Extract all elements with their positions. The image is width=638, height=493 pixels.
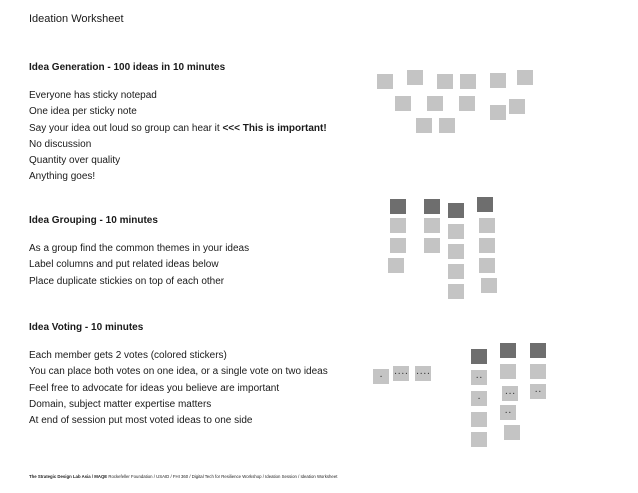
column-label-sticky <box>390 199 406 214</box>
voted-sticky <box>471 370 487 385</box>
section-idea-grouping <box>29 215 359 290</box>
vote-dots: • <box>379 374 383 379</box>
sticky-note <box>509 99 525 114</box>
instruction-line: You can place both votes on one idea, or a single vote on two ideas <box>29 366 328 378</box>
instruction-line <box>29 121 359 137</box>
footer-org: The Strategic Design Lab Asia / MAQE <box>29 474 108 479</box>
footer-text: Rockefeller Foundation / USAID / FHI 360 / Digital Tech for Resilience Workshop / Ideation Session / Ideation Worksheet <box>108 474 338 479</box>
sticky-note <box>500 364 516 379</box>
instruction-line: Quantity over quality <box>29 155 121 167</box>
sticky-note <box>460 74 476 89</box>
sticky-note <box>479 258 495 273</box>
column-label-sticky <box>530 343 546 358</box>
voted-sticky <box>471 391 487 406</box>
section-idea-generation <box>29 62 359 186</box>
page-title: Ideation Worksheet <box>29 13 124 25</box>
sticky-note <box>439 118 455 133</box>
vote-dots: • • <box>535 389 541 394</box>
section-title: Idea Generation - 100 ideas in 10 minutes <box>29 62 226 73</box>
voted-sticky <box>502 386 518 401</box>
column-label-sticky <box>448 203 464 218</box>
instruction-line: Domain, subject matter expertise matters <box>29 398 212 410</box>
voted-sticky <box>415 366 431 381</box>
instruction-line: One idea per sticky note <box>29 106 137 118</box>
instruction-line: Place duplicate stickies on top of each other <box>29 275 225 287</box>
sticky-note <box>448 264 464 279</box>
sticky-note <box>424 238 440 253</box>
sticky-note <box>479 238 495 253</box>
column-label-sticky <box>477 197 493 212</box>
sticky-note <box>459 96 475 111</box>
section-idea-voting <box>29 322 359 429</box>
sticky-note <box>490 73 506 88</box>
sticky-note <box>517 70 533 85</box>
sticky-note <box>395 96 411 111</box>
section-title: Idea Voting - 10 minutes <box>29 322 144 333</box>
vote-dots: • • <box>505 410 511 415</box>
sticky-note <box>427 96 443 111</box>
voted-sticky <box>393 366 409 381</box>
voted-sticky <box>500 405 516 420</box>
section-title: Idea Grouping - 10 minutes <box>29 215 158 226</box>
sticky-note <box>471 412 487 427</box>
column-label-sticky <box>424 199 440 214</box>
vote-dots: • <box>477 396 481 401</box>
sticky-note <box>448 224 464 239</box>
footer-credits <box>29 474 337 479</box>
vote-dots: • • • <box>505 391 515 396</box>
instruction-line: Everyone has sticky notepad <box>29 90 157 101</box>
sticky-note <box>530 364 546 379</box>
instruction-text: Say your idea out loud so group can hear it <box>29 122 220 134</box>
instruction-line: Label columns and put related ideas below <box>29 259 219 271</box>
column-label-sticky <box>471 349 487 364</box>
sticky-note <box>437 74 453 89</box>
vote-dots: • • • • <box>394 371 408 376</box>
sticky-note <box>481 278 497 293</box>
sticky-note <box>479 218 495 233</box>
instruction-line: No discussion <box>29 138 92 150</box>
voted-sticky <box>530 384 546 399</box>
sticky-note <box>390 238 406 253</box>
sticky-note <box>416 118 432 133</box>
sticky-note <box>448 284 464 299</box>
vote-dots: • • • • <box>416 371 430 376</box>
column-label-sticky <box>500 343 516 358</box>
sticky-note <box>390 218 406 233</box>
instruction-line: As a group find the common themes in your ideas <box>29 243 250 254</box>
sticky-note <box>448 244 464 259</box>
vote-dots: • • <box>476 375 482 380</box>
voted-sticky <box>373 369 389 384</box>
sticky-note <box>407 70 423 85</box>
instruction-line: Feel free to advocate for ideas you believe are important <box>29 382 280 394</box>
instruction-line: At end of session put most voted ideas to one side <box>29 415 253 427</box>
instruction-line: Anything goes! <box>29 171 96 183</box>
important-note: <<< This is important! <box>222 122 327 134</box>
sticky-note <box>471 432 487 447</box>
sticky-note <box>388 258 404 273</box>
sticky-note <box>424 218 440 233</box>
sticky-note <box>377 74 393 89</box>
sticky-note <box>504 425 520 440</box>
instruction-line: Each member gets 2 votes (colored stickers) <box>29 350 227 361</box>
sticky-note <box>490 105 506 120</box>
